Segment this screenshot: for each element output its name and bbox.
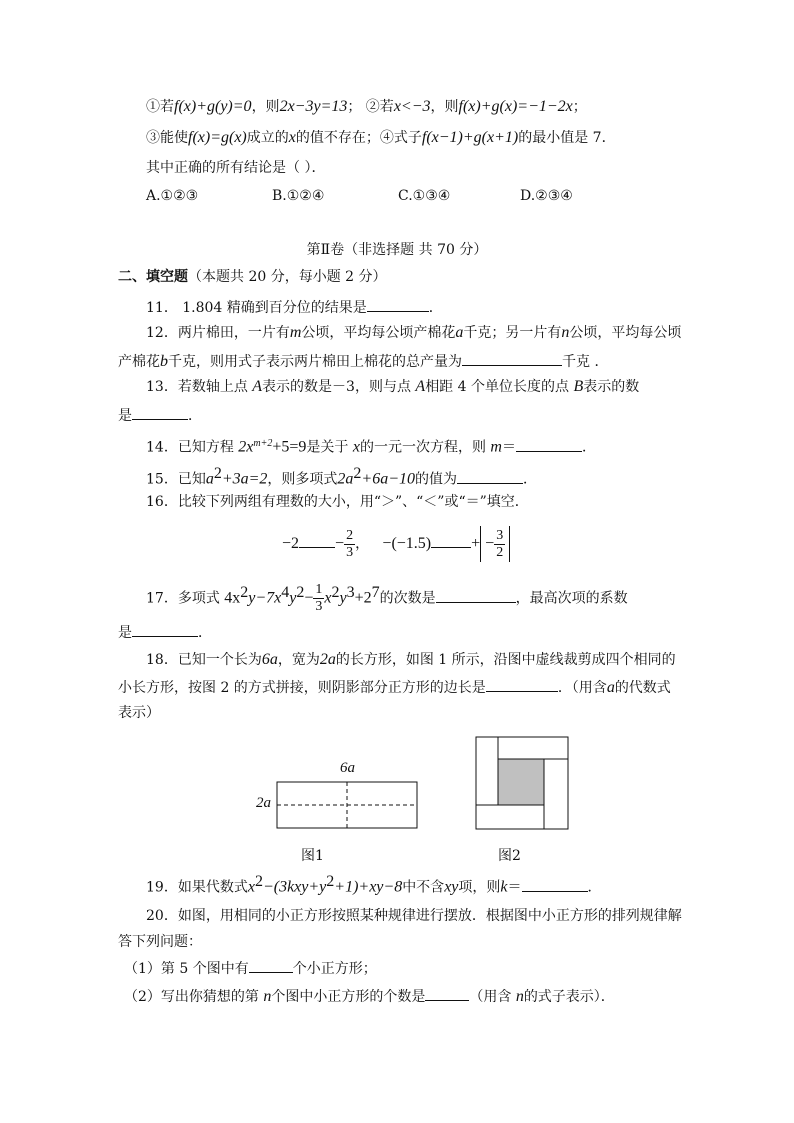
q10-statement-1: ①若f(x)+g(y)=0，则2x−3y=13； ②若x<−3，则f(x)+g(x)=−1−2x； bbox=[146, 98, 587, 115]
q10-statement-2: ③能使f(x)=g(x)成立的x的值不存在；④式子f(x−1)+g(x+1)的最小值是 7． bbox=[146, 129, 616, 146]
fig2-square bbox=[475, 736, 569, 830]
q20-blank-2 bbox=[425, 986, 469, 1001]
q18-line1: 18．已知一个长为6a，宽为2a的长方形，如图 1 所示，沿图中虚线裁剪成四个相同的 bbox=[146, 651, 676, 668]
q16-blank-1 bbox=[299, 533, 335, 548]
q18-line3: 表示） bbox=[118, 705, 160, 721]
q14: 14．已知方程 $2x^{m+2}+5=9$是关于 x的一元一次方程，则 m＝ ． bbox=[146, 438, 596, 456]
q19: 19．如果代数式$x^2-(3kxy+y^2+1)+xy-8$中不含xy项，则k＝ ． bbox=[146, 873, 602, 896]
q11-blank bbox=[367, 297, 429, 312]
fig2-shaded-square bbox=[498, 759, 544, 805]
q15: 15．已知$a^2+3a=2$，则多项式$2a^2+6a-10$的值为 ． bbox=[146, 465, 538, 488]
q12-line2: 产棉花b千克，则用式子表示两片棉田上棉花的总产量为 千克 ． bbox=[118, 353, 609, 370]
q20-part2: （2）写出你猜想的第 n个图中小正方形的个数是 （用含 n的式子表示）． bbox=[124, 988, 615, 1005]
q18-line2: 小长方形，按图 2 的方式拼接，则阴影部分正方形的边长是 ．（用含a的代数式 bbox=[118, 679, 671, 696]
q10-prompt: 其中正确的所有结论是（ ）． bbox=[146, 160, 326, 176]
q12-line1: 12．两片棉田，一片有m公顷，平均每公顷产棉花a千克；另一片有n公顷，平均每公顷 bbox=[146, 324, 682, 341]
q20-blank-1 bbox=[249, 958, 293, 973]
q19-blank bbox=[522, 877, 588, 892]
q20-part1: （1）第 5 个图中有 个小正方形； bbox=[124, 958, 377, 979]
q10-option-a: A.①②③ bbox=[146, 188, 199, 204]
q20-line2: 答下列问题： bbox=[118, 934, 202, 950]
q10-option-b: B.①②④ bbox=[272, 188, 325, 204]
q13-blank bbox=[132, 405, 188, 420]
q11: 11． 1.804 精确到百分位的结果是 ． bbox=[146, 297, 443, 318]
q16: 16．比较下列两组有理数的大小，用“＞”、“＜”或“＝”填空． bbox=[146, 494, 529, 510]
q17-blank-1 bbox=[436, 588, 516, 603]
q10-option-d: D.②③④ bbox=[520, 188, 573, 204]
q16-blank-2 bbox=[431, 533, 471, 548]
q13-line1: 13．若数轴上点 A表示的数是－3，则与点 A相距 4 个单位长度的点 B表示的数 bbox=[146, 378, 640, 395]
q14-blank bbox=[516, 437, 582, 452]
q17-line2: 是 ． bbox=[118, 622, 212, 643]
fig1-top-label: 6a bbox=[340, 760, 355, 776]
fig1-left-label: 2a bbox=[256, 795, 271, 811]
q15-blank bbox=[457, 469, 523, 484]
q18-blank bbox=[486, 677, 558, 692]
q10-option-c: C.①③④ bbox=[398, 188, 451, 204]
part2-title: 第Ⅱ卷（非选择题 共 70 分） bbox=[306, 242, 488, 258]
section2-heading: 二、填空题（本题共 20 分，每小题 2 分） bbox=[118, 269, 387, 285]
q20-line1: 20．如图，用相同的小正方形按照某种规律进行摆放．根据图中小正方形的排列规律解 bbox=[146, 908, 682, 924]
q13-line2: 是 ． bbox=[118, 405, 202, 426]
fig1-caption: 图1 bbox=[301, 848, 324, 864]
q17-line1: 17．多项式 $4x^2y-7x^4y^2-$ $\frac{1}{3}$ $x^2y^3+2^7$的次数是 ，最高次项的系数 bbox=[146, 582, 628, 615]
q16-expressions: −2 − $\frac{2}{3}$ ， −(−1.5) + − $\frac{3}{2}$ bbox=[282, 526, 510, 562]
fig1-rectangle bbox=[276, 781, 418, 829]
fig2-caption: 图2 bbox=[498, 848, 521, 864]
q17-blank-2 bbox=[132, 622, 198, 637]
q12-blank bbox=[462, 351, 562, 366]
